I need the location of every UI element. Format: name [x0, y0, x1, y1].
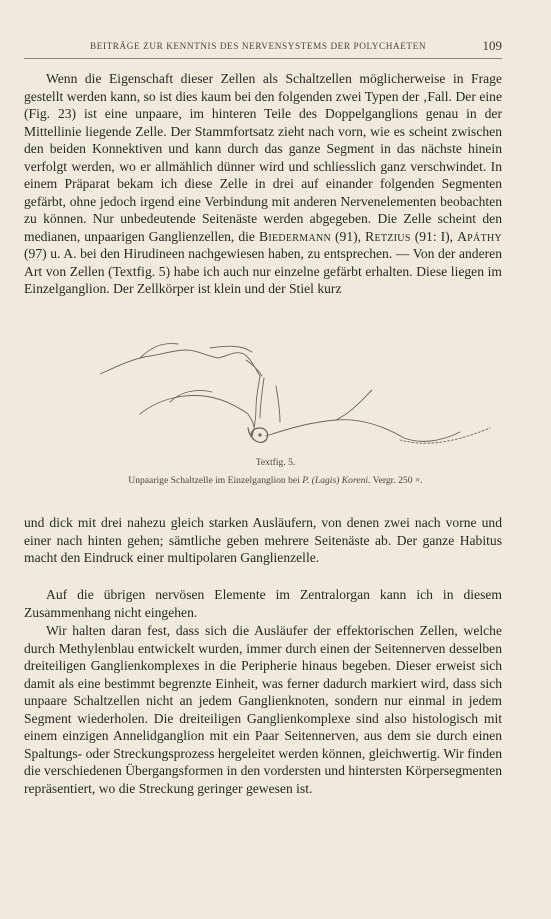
figure-caption-species: P. (Lagis) Koreni. [302, 475, 371, 486]
nerve-cell-drawing [100, 336, 500, 454]
paragraph-2: und dick mit drei nahezu gleich starken Ausläufern, von denen zwei nach vorne und einer nach hinten gehen; sämtliche geben mehrere Seitenäste ab. Der ganze Habitus macht den Eindruck einer multipolaren Ganglienzelle. [24, 515, 502, 565]
paragraph-3: Auf die übrigen nervösen Elemente im Zentralorgan kann ich in diesem Zusammenhang nicht eingehen. [24, 587, 502, 620]
paragraph-1 [24, 70, 502, 298]
side-branch-right [276, 386, 280, 422]
figure-label: Textfig. 5. [255, 457, 296, 468]
axon-upper-right [218, 353, 260, 376]
cell-body [248, 428, 268, 442]
paragraph-1-text-d: (97) u. A. bei den Hirudineen nachgewiesen haben, zu entsprechen. — Von der anderen Art von Zellen (Textfig. 5) habe ich auch nur einzelne gefärbt erhalten. Diese liegen im Einzelganglion. Der Zellkörper ist klein und der Stiel kurz [24, 246, 502, 296]
author-biedermann: Biedermann [258, 228, 332, 244]
paragraph-1-text-a: Wenn die Eigenschaft dieser Zellen als Schaltzellen möglicherweise in Frage gestellt werden kann, so ist dies kaum bei den folgenden zwei Typen der ‚Fall. Der eine (Fig. 23) ist eine unpaare, im hinteren Teile des Doppelganglions genau in der Mittellinie liegende Zelle. Der Stammfortsatz zieht nach vorn, wie es scheint zwischen den beiden Konnektiven und kann durch das ganze Segment in das nächste hinein verfolgt werden, wo er allmählich dünner wird und schliesslich ganz verschwindet. In einem Präparat bekam ich diese Zelle in drei auf einander folgenden Segmenten gefärbt, ohne jedoch irgend eine Verbindung mit anderen Nervenelementen beobachten zu können. Nur unbedeutende Seitenäste werden abgegeben. Die Zelle scheint den medianen, unpaarigen Ganglienzellen, die [24, 71, 502, 244]
running-header [24, 38, 502, 59]
axon-lower-left [140, 396, 254, 428]
text-figure-5 [100, 336, 500, 454]
cell-stem [252, 376, 260, 436]
axon-posterior-branch [336, 390, 372, 420]
figure-caption-text-b: Vergr. 250 ×. [370, 475, 423, 486]
paragraph-1-text-c: (91: I), [410, 228, 458, 244]
paragraph-4: Wir halten daran fest, dass sich die Ausläufer der effektorischen Zellen, welche durch Methylenblau entwickelt wurden, immer durch einen der Seitennerven desselben dreiteiligen Ganglienkomplexes in die Peripherie hinaus begeben. Dieser erweist sich damit als eine bestimmt begrenzte Einheit, was ferner dadurch markiert wird, dass sich unpaare Schaltzellen nicht an jedem Ganglienknoten, sondern nur einmal in jedem Segment wiederholen. Die dreiteiligen Ganglienkomplexe sind also histologisch mit einem einzigen Annelidganglion mit ein Paar Seitennerven, aus dem sie durch einen Spaltungs- oder Streckungsprozess hergeleitet werden können, gleichwertig. Wir finden die verschiedenen Übergangsformen in den vordersten und hintersten Körpersegmenten repräsentiert, wo die Streckung geringer gewesen ist. [24, 623, 502, 796]
axon-upper-branch [210, 346, 252, 352]
paragraph-1-text-b: (91), [331, 228, 366, 244]
figure-caption [0, 475, 551, 486]
axon-upper-left [100, 350, 218, 374]
author-apathy: Apáthy [457, 228, 503, 244]
cell-stem-second [260, 378, 264, 418]
nucleus-dot [258, 433, 261, 436]
axon-upper-left-branch [140, 344, 178, 358]
axon-posterior [266, 420, 460, 442]
page-number: 109 [482, 38, 502, 53]
fibre-short-right [246, 360, 262, 376]
figure-caption-text-a: Unpaarige Schaltzelle im Einzelganglion bei [128, 475, 303, 486]
running-title: BEITRÄGE ZUR KENNTNIS DES NERVENSYSTEMS DER POLYCHAETEN [90, 41, 427, 51]
author-retzius: Retzius [365, 228, 411, 244]
